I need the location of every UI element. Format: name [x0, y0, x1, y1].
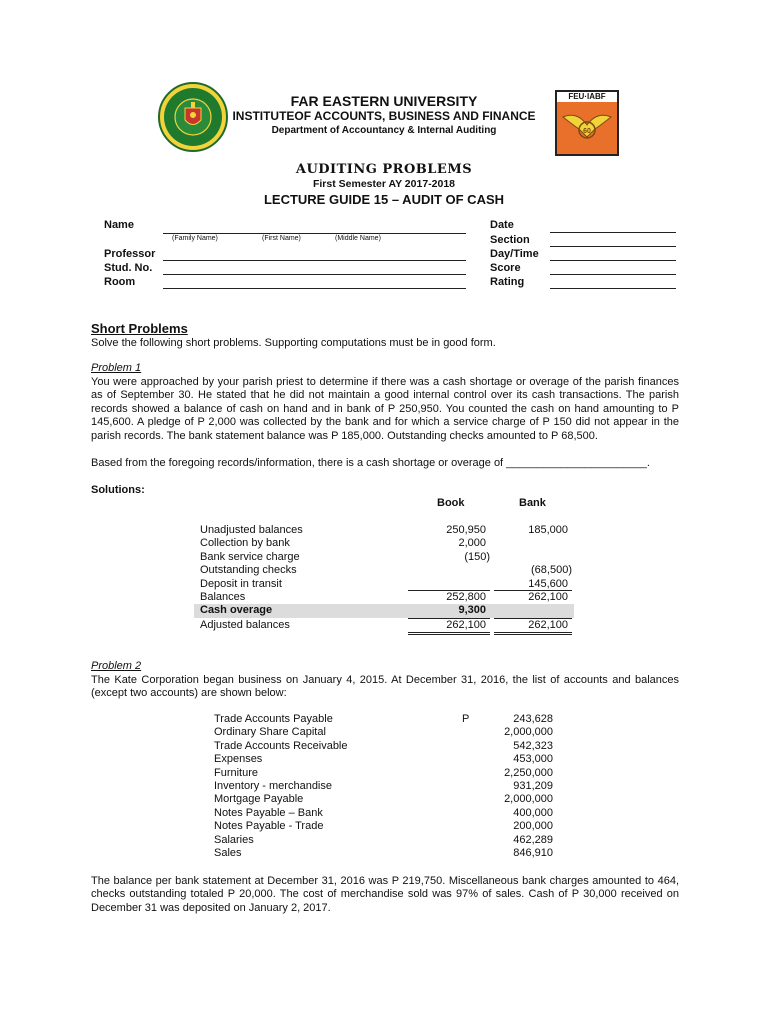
- row-label: Collection by bank: [200, 537, 290, 550]
- table-row-highlight: [194, 604, 574, 617]
- account-amount: 2,250,000: [504, 766, 553, 779]
- name-field[interactable]: [163, 233, 466, 234]
- table-row: [194, 537, 574, 550]
- list-item: [214, 793, 574, 806]
- row-book: (150): [464, 550, 490, 563]
- row-book: 252,800: [446, 591, 486, 603]
- short-problems-instruction: Solve the following short problems. Supporting computations must be in good form.: [91, 337, 496, 349]
- list-item: [214, 740, 574, 753]
- row-label: Bank service charge: [200, 550, 300, 563]
- subject-title: AUDITING PROBLEMS: [295, 162, 473, 177]
- account-name: Expenses: [214, 753, 263, 766]
- rating-label: Rating: [490, 276, 525, 288]
- problem2-label: Problem 2: [91, 660, 142, 672]
- account-amount: 2,000,000: [504, 726, 553, 739]
- bank-column-header: Bank: [519, 497, 546, 509]
- row-label: Deposit in transit: [200, 577, 282, 590]
- list-item: [214, 753, 574, 766]
- account-name: Sales: [214, 847, 242, 859]
- list-item: [214, 726, 574, 739]
- table-row: [194, 578, 574, 591]
- solutions-label: Solutions:: [91, 484, 145, 496]
- row-bank: 145,600: [528, 577, 568, 590]
- account-amount: 400,000: [513, 806, 553, 819]
- list-item: [214, 834, 574, 847]
- professor-field[interactable]: [163, 260, 466, 261]
- university-name: FAR EASTERN UNIVERSITY: [290, 93, 478, 109]
- list-item: [214, 847, 574, 860]
- institute-name: INSTITUTEOF ACCOUNTS, BUSINESS AND FINANCE: [232, 109, 536, 123]
- book-column-header: Book: [437, 497, 465, 509]
- account-amount: 846,910: [513, 847, 553, 859]
- row-book: 262,100: [446, 619, 486, 631]
- list-item: [214, 820, 574, 833]
- problem1-label: Problem 1: [91, 362, 142, 374]
- account-amount: 931,209: [513, 780, 553, 792]
- row-bank: 185,000: [528, 524, 568, 536]
- account-amount: 462,289: [513, 833, 553, 846]
- list-item: [214, 807, 574, 820]
- room-label: Room: [104, 276, 136, 288]
- studno-field[interactable]: [163, 274, 466, 275]
- row-bank: 262,100: [528, 591, 568, 603]
- family-name-caption: (Family Name): [172, 235, 218, 242]
- score-label: Score: [490, 262, 521, 274]
- row-label: Adjusted balances: [200, 619, 290, 631]
- double-rule-book: [408, 632, 490, 635]
- account-name: Notes Payable - Trade: [214, 820, 324, 833]
- studno-label: Stud. No.: [104, 262, 153, 274]
- account-amount: 453,000: [513, 753, 553, 766]
- daytime-label: Day/Time: [490, 248, 539, 260]
- account-amount: 2,000,000: [504, 793, 553, 806]
- account-name: Trade Accounts Payable: [214, 713, 333, 725]
- account-name: Ordinary Share Capital: [214, 726, 326, 739]
- short-problems-heading: Short Problems: [91, 321, 188, 336]
- date-label: Date: [490, 219, 514, 231]
- list-item: [214, 767, 574, 780]
- account-name: Salaries: [214, 833, 254, 846]
- daytime-field[interactable]: [550, 260, 676, 261]
- row-label: Balances: [200, 591, 246, 603]
- guide-title: LECTURE GUIDE 15 – AUDIT OF CASH: [263, 192, 505, 207]
- currency-symbol: P: [462, 713, 470, 725]
- list-item: [214, 713, 574, 726]
- problem1-question: Based from the foregoing records/information, there is a cash shortage or overage of _______________________.: [91, 457, 650, 469]
- row-book: 9,300: [458, 604, 486, 617]
- room-field[interactable]: [163, 288, 466, 289]
- middle-name-caption: (Middle Name): [335, 235, 381, 242]
- date-field[interactable]: [550, 232, 676, 233]
- professor-label: Professor: [104, 248, 156, 260]
- table-row: [194, 564, 574, 577]
- table-row: [194, 619, 574, 632]
- account-amount: 542,323: [513, 739, 553, 752]
- svg-text:60: 60: [583, 128, 591, 135]
- problem2-text: The Kate Corporation began business on January 4, 2015. At December 31, 2016, the list of accounts and balances (except two accounts) are shown below:: [91, 674, 679, 700]
- table-row: [194, 551, 574, 564]
- rating-field[interactable]: [550, 288, 676, 289]
- row-book: 2,000: [458, 537, 486, 550]
- semester: First Semester AY 2017-2018: [312, 178, 456, 190]
- table-row: [194, 524, 574, 537]
- account-name: Furniture: [214, 766, 259, 779]
- problem2-closing: The balance per bank statement at December 31, 2016 was P 219,750. Miscellaneous bank charges amounted to 464, checks outstanding totaled P 20,000. The cost of merchandise sold was 97% of sales. Cash of P 30,000 received on December 31 was deposited on January 2, 2017.: [91, 875, 679, 914]
- row-label: Cash overage: [200, 604, 273, 617]
- row-book: 250,950: [446, 524, 486, 536]
- name-label: Name: [104, 219, 134, 231]
- account-amount: 243,628: [513, 713, 553, 725]
- score-field[interactable]: [550, 274, 676, 275]
- account-name: Mortgage Payable: [214, 793, 304, 806]
- row-label: Outstanding checks: [200, 564, 297, 577]
- account-name: Inventory - merchandise: [214, 780, 332, 792]
- section-label: Section: [490, 234, 530, 246]
- feu-iabf-logo-text: FEU·IABF: [557, 92, 617, 102]
- section-field[interactable]: [550, 246, 676, 247]
- row-label: Unadjusted balances: [200, 524, 303, 536]
- double-rule-bank: [494, 632, 572, 635]
- row-bank: 262,100: [528, 619, 568, 631]
- account-amount: 200,000: [513, 820, 553, 833]
- table-row: [194, 591, 574, 604]
- department-name: Department of Accountancy & Internal Auditing: [271, 125, 497, 136]
- list-item: [214, 780, 574, 793]
- row-bank: (68,500): [531, 564, 572, 577]
- problem1-text: You were approached by your parish priest to determine if there was a cash shortage or overage of the parish finances as of September 30. He stated that he did not maintain a good internal control over its cash transactions. The parish records showed a balance of cash on hand and in bank of P 250,950. You counted the cash on hand amounting to P 145,600. A pledge of P 2,000 was collected by the bank and for which a service charge of P 150 did not appear in the parish records. The bank statement balance was P 185,000. Outstanding checks amounted to P 68,500.: [91, 376, 679, 442]
- account-name: Trade Accounts Receivable: [214, 739, 348, 752]
- first-name-caption: (First Name): [262, 235, 301, 242]
- account-name: Notes Payable – Bank: [214, 806, 323, 819]
